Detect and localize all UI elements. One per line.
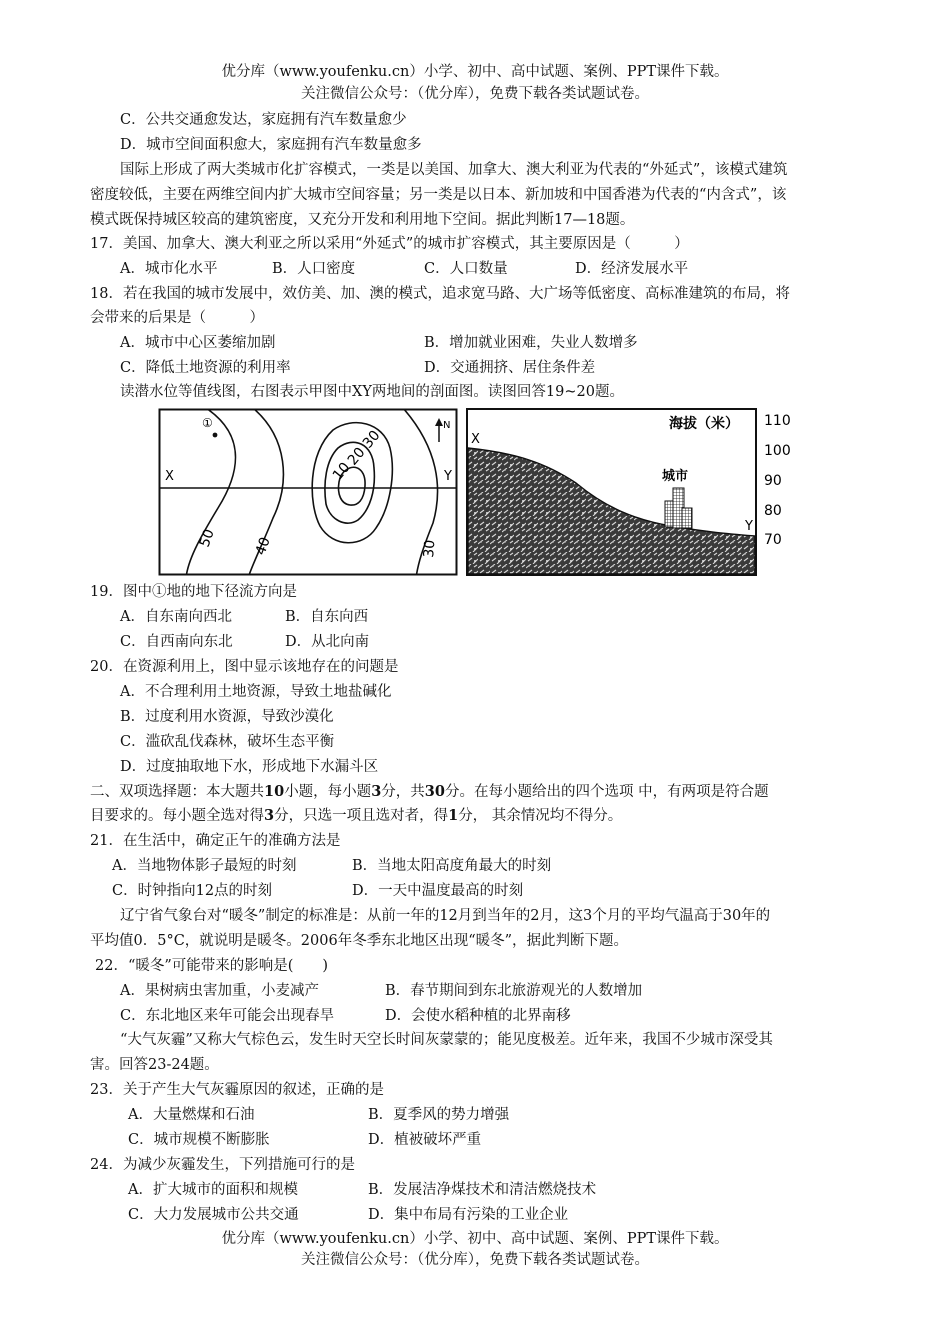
q19-option-a: A．自东南向西北 [120,609,232,625]
q23-option-c: C．城市规模不断膨胀 [128,1132,270,1148]
q17-option-b: B．人口密度 [272,261,356,277]
q18-option-a: A．城市中心区萎缩加剧 [120,335,276,351]
map-x-label: X [165,469,174,484]
q22-stem: 22．“暖冬”可能带来的影响是( ) [95,958,329,974]
map-y-label: Y [444,469,452,484]
point-1-label: ① [202,416,213,430]
q21-option-b: B．当地太阳高度角最大的时刻 [352,858,552,874]
passage1-line2: 密度较低，主要在两维空间内扩大城市空间容量；另一类是以日本、新加坡和中国香港为代表的“内含式”，该 [90,187,787,203]
q23-option-d: D．植被破坏严重 [368,1132,482,1148]
contour-label-20: 20 [344,444,369,469]
q24-option-d: D．集中布局有污染的工业企业 [368,1207,569,1223]
q18-option-d: D．交通拥挤、居住条件差 [424,360,596,376]
city-label: 城市 [662,469,689,484]
section-y-label: Y [745,519,753,534]
q24-option-a: A．扩大城市的面积和规模 [128,1182,298,1198]
q23-option-b: B．夏季风的势力增强 [368,1107,510,1123]
contour-label-10: 10 [329,459,354,484]
q21-option-c: C．时钟指向12点的时刻 [112,883,273,899]
figure-intro: 读潜水位等值线图，右图表示甲图中XY两地间的剖面图。读图回答19~20题。 [120,384,624,400]
q24-stem: 24．为减少灰霾发生，下列措施可行的是 [90,1157,355,1173]
q20-option-a: A．不合理利用土地资源，导致土地盐碱化 [120,684,392,700]
passage2-line1: 辽宁省气象台对“暖冬”制定的标准是：从前一年的12月到当年的2月，这3个月的平均气温高于30年的 [120,908,771,924]
q19-option-d: D．从北向南 [285,634,370,650]
passage3-line2: 害。回答23-24题。 [90,1057,219,1073]
tick-90: 90 [764,473,782,489]
footer-line-2: 关注微信公众号：（优分库），免费下载各类试题试卷。 [301,1252,649,1268]
q22-option-d: D．会使水稻种植的北界南移 [385,1008,571,1024]
contour-label-30-inner: 30 [359,427,384,452]
cross-section [466,408,796,578]
footer-line-1: 优分库（www.youfenku.cn）小学、初中、高中试题、案例、PPT课件下载。 [221,1231,729,1247]
header-line-2: 关注微信公众号：（优分库），免费下载各类试题试卷。 [301,86,649,102]
q17-stem: 17．美国、加拿大、澳大利亚之所以采用“外延式”的城市扩容模式，其主要原因是（ ） [90,236,689,252]
prev-option-c: C．公共交通愈发达，家庭拥有汽车数量愈少 [120,112,407,128]
header-line-1: 优分库（www.youfenku.cn）小学、初中、高中试题、案例、PPT课件下载。 [221,64,729,80]
q17-option-a: A．城市化水平 [120,261,218,277]
contour-label-40: 40 [252,535,274,558]
q18-option-c: C．降低土地资源的利用率 [120,360,291,376]
contour-label-50: 50 [196,527,218,550]
q18-stem-line2: 会带来的后果是（ ） [90,310,264,326]
q20-option-b: B．过度利用水资源，导致沙漠化 [120,709,334,725]
prev-option-d: D．城市空间面积愈大，家庭拥有汽车数量愈多 [120,137,422,153]
q21-option-d: D．一天中温度最高的时刻 [352,883,524,899]
q18-stem-line1: 18．若在我国的城市发展中，效仿美、加、澳的模式，追求宽马路、大广场等低密度、高标准建筑的布局，将 [90,286,790,302]
q22-option-b: B．春节期间到东北旅游观光的人数增加 [385,983,643,999]
passage3-line1: “大气灰霾”又称大气棕色云，发生时天空长时间灰蒙蒙的；能见度极差。近年来，我国不少城市深受其 [120,1032,773,1048]
q21-option-a: A．当地物体影子最短的时刻 [112,858,297,874]
altitude-title: 海拔（米） [669,416,739,432]
q20-option-d: D．过度抽取地下水，形成地下水漏斗区 [120,759,379,775]
contour-map [158,408,460,578]
q20-option-c: C．滥砍乱伐森林，破坏生态平衡 [120,734,335,750]
section-x-label: X [471,432,480,447]
section2-line2: 目要求的。每小题全选对得3分，只选一项且选对者，得1分， 其余情况均不得分。 [90,807,623,824]
q23-option-a: A．大量燃煤和石油 [128,1107,255,1123]
north-label: N [443,420,451,431]
q19-option-b: B．自东向西 [285,609,369,625]
passage2-line2: 平均值0．5°C，就说明是暖冬。2006年冬季东北地区出现“暖冬”，据此判断下题。 [90,933,629,949]
q19-option-c: C．自西南向东北 [120,634,233,650]
passage1-line3: 模式既保持城区较高的建筑密度，又充分开发和利用地下空间。据此判断17—18题。 [90,212,635,228]
contour-label-30-east: 30 [421,539,439,559]
q22-option-a: A．果树病虫害加重，小麦减产 [120,983,319,999]
tick-70: 70 [764,532,782,548]
q24-option-b: B．发展洁净煤技术和清洁燃烧技术 [368,1182,597,1198]
tick-110: 110 [764,413,791,429]
q17-option-c: C．人口数量 [424,261,508,277]
q17-option-d: D．经济发展水平 [575,261,689,277]
q18-option-b: B．增加就业困难，失业人数增多 [424,335,638,351]
section2-line1: 二、双项选择题：本大题共10小题，每小题3分，共30分。在每小题给出的四个选项 中，有两项是符合题 [90,783,769,800]
tick-80: 80 [764,503,782,519]
point-1-marker [213,433,218,438]
q21-stem: 21．在生活中，确定正午的准确方法是 [90,833,341,849]
tick-100: 100 [764,443,791,459]
q24-option-c: C．大力发展城市公共交通 [128,1207,299,1223]
q19-stem: 19．图中①地的地下径流方向是 [90,584,297,600]
q23-stem: 23．关于产生大气灰霾原因的叙述，正确的是 [90,1082,384,1098]
passage1-line1: 国际上形成了两大类城市化扩容模式，一类是以美国、加拿大、澳大利亚为代表的“外延式”，该模式建筑 [120,162,788,178]
q20-stem: 20．在资源利用上，图中显示该地存在的问题是 [90,659,399,675]
q22-option-c: C．东北地区来年可能会出现春旱 [120,1008,335,1024]
